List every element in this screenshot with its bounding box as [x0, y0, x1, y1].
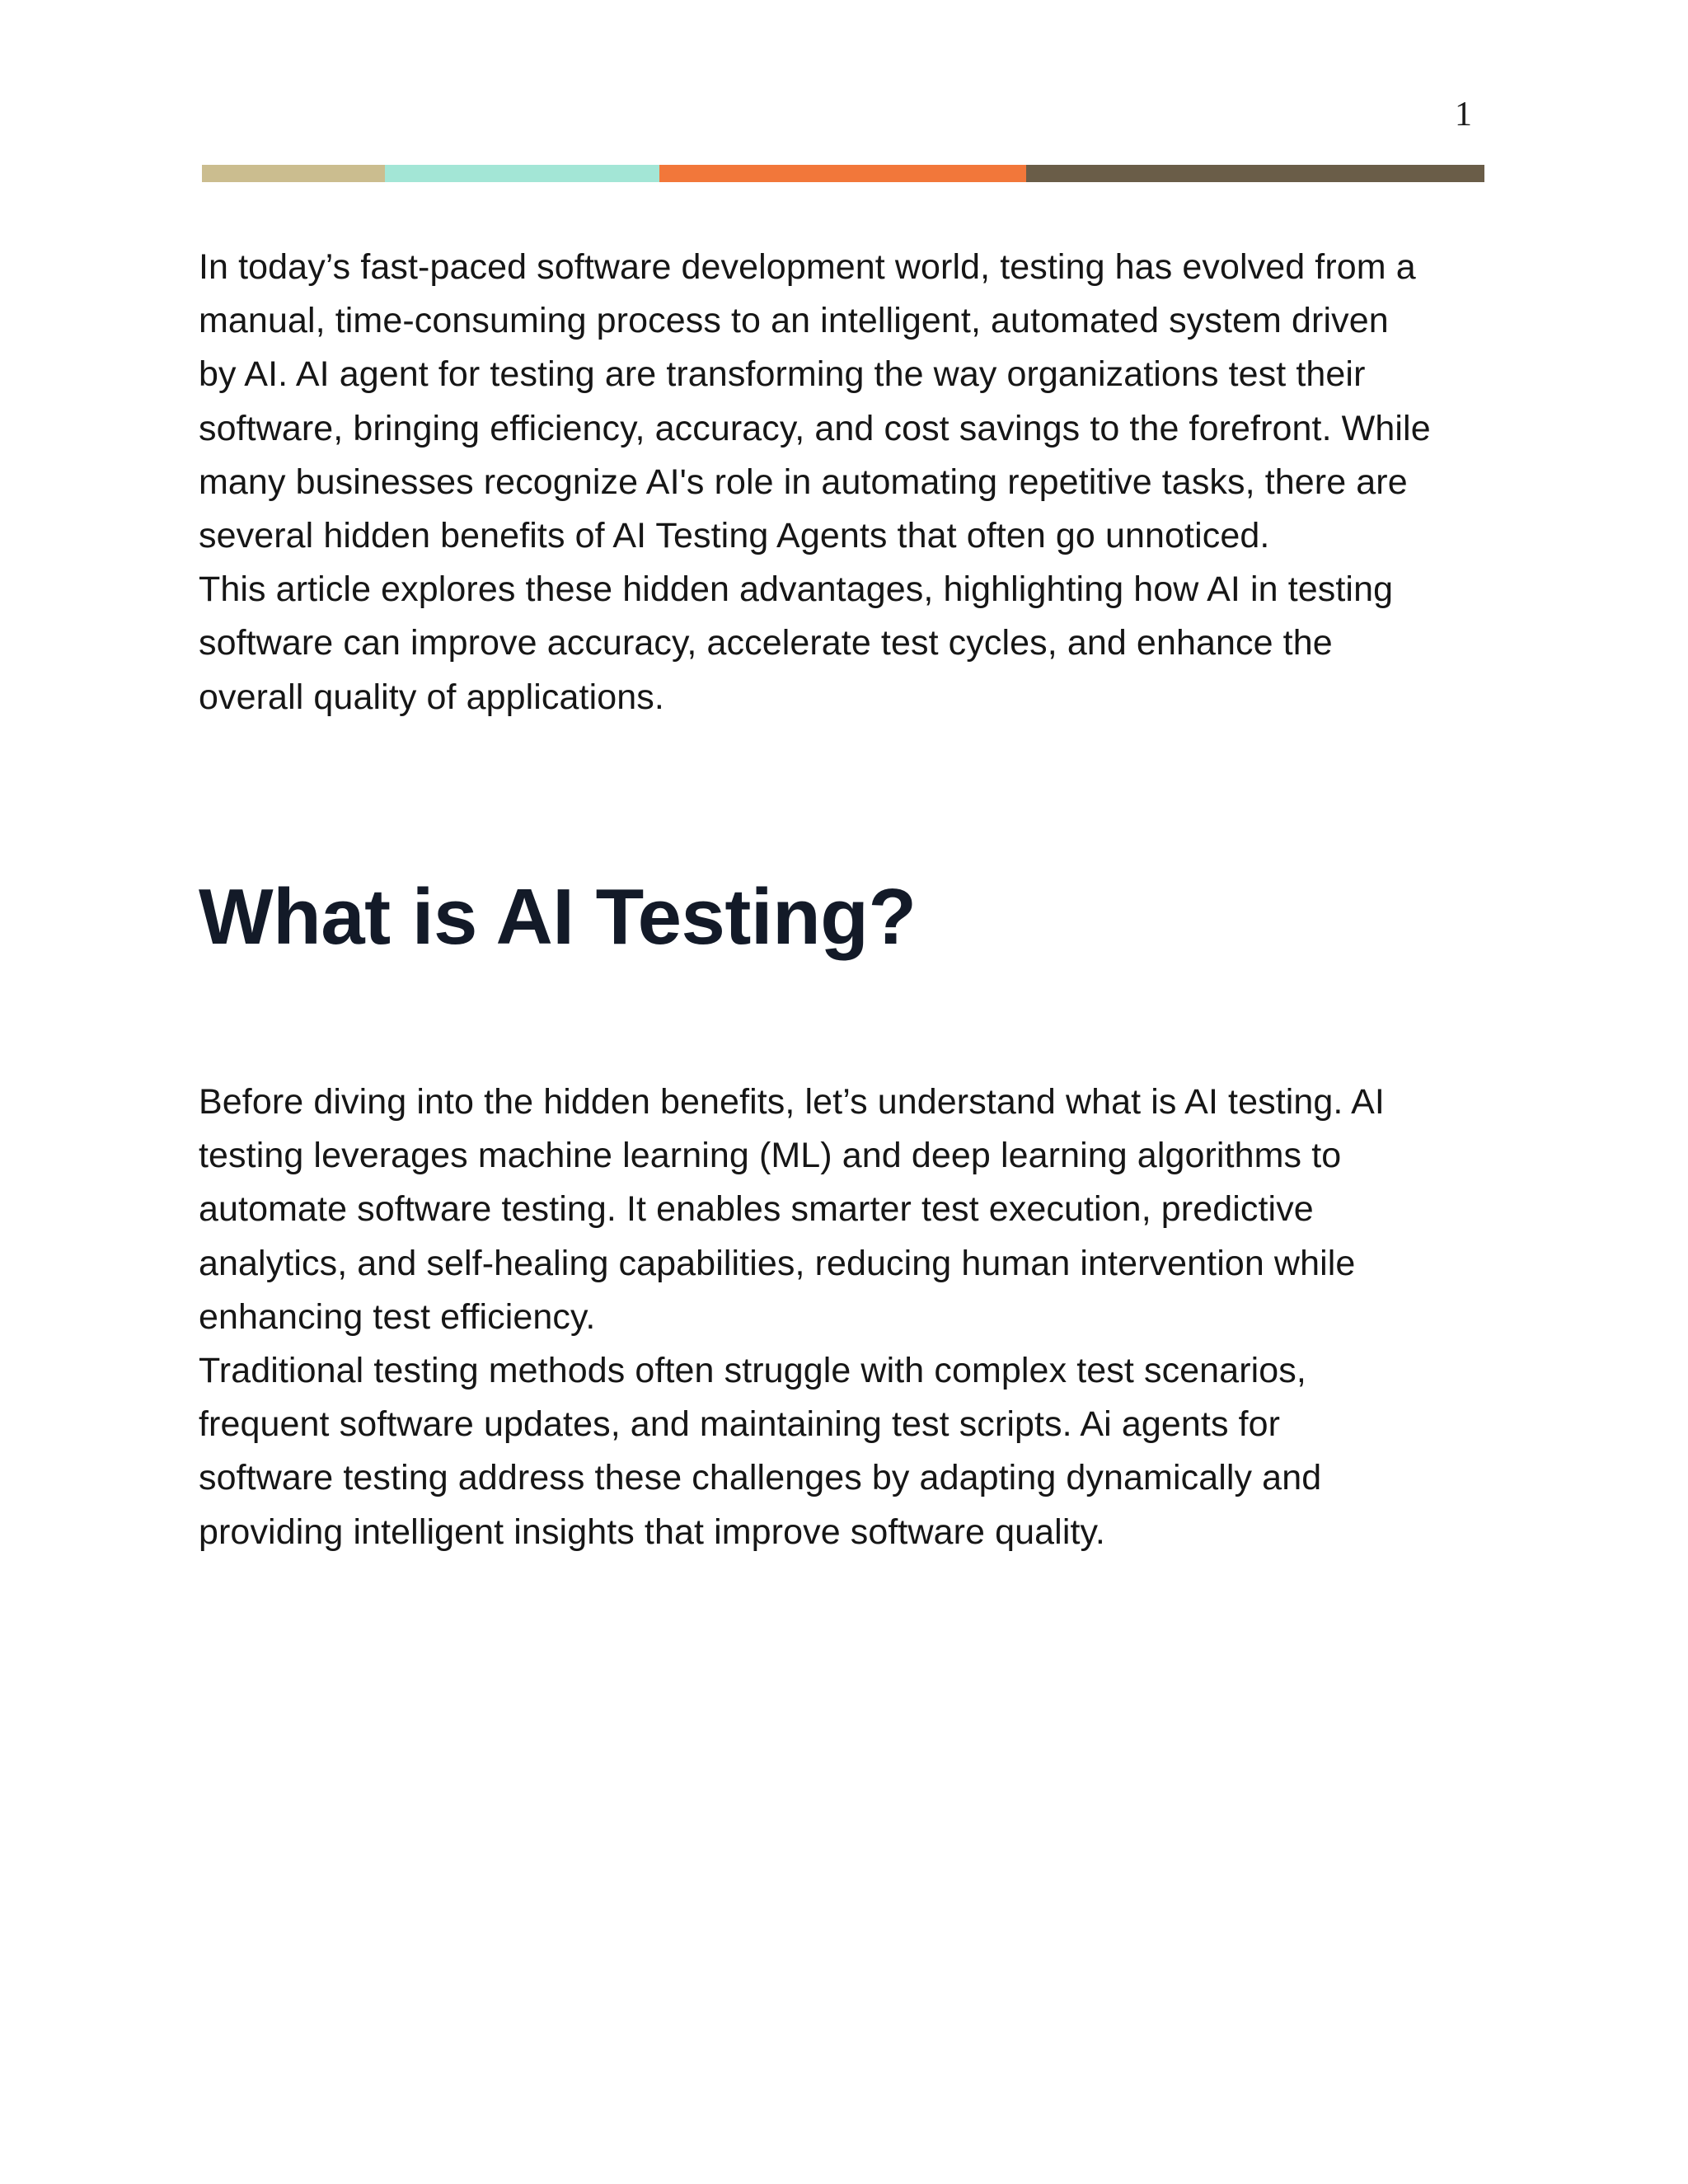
page-number: 1 [1455, 96, 1472, 134]
color-bar-segment-1 [202, 165, 385, 182]
color-bar-segment-2 [385, 165, 659, 182]
section-paragraph-2: Traditional testing methods often struggle with complex test scenarios, frequent software updates, and maintaining test scripts. Ai agents for software testing address these challenges by adapting dynamically and providing intelligent insights that improve software quality. [199, 1351, 1322, 1552]
section-paragraph-1: Before diving into the hidden benefits, let’s understand what is AI testing. AI testing leverages machine learning (ML) and deep learning algorithms to automate software testing. It enables smarter test execution, predictive analytics, and self-healing capabilities, reducing human intervention while enhancing test efficiency. [199, 1082, 1385, 1337]
section-heading: What is AI Testing? [199, 873, 917, 961]
color-bar-segment-3 [659, 165, 1026, 182]
intro-paragraph-1: In today’s fast-paced software development world, testing has evolved from a manual, time-consuming process to an intelligent, automated system driven by AI. AI agent for testing are transforming the way organizations test their software, bringing efficiency, accuracy, and cost savings to the forefront. While many businesses recognize AI's role in automating repetitive tasks, there are several hidden benefits of AI Testing Agents that often go unnoticed. [199, 247, 1431, 556]
color-bar-segment-4 [1026, 165, 1484, 182]
intro-paragraph-2: This article explores these hidden advantages, highlighting how AI in testing software can improve accuracy, accelerate test cycles, and enhance the overall quality of applications. [199, 569, 1394, 717]
section-body [199, 1076, 1501, 1559]
decorative-color-bar [202, 165, 1484, 182]
intro-section [199, 241, 1501, 724]
